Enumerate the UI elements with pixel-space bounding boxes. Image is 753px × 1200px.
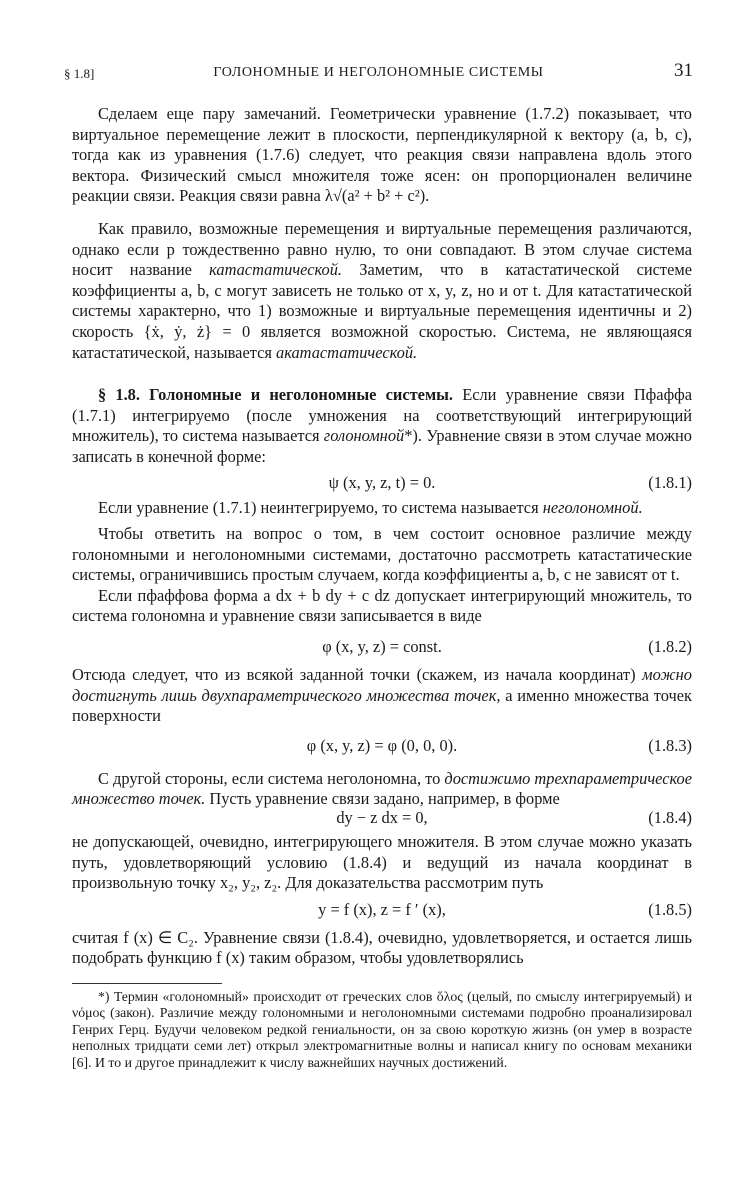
page-body <box>72 104 692 1071</box>
equation-number: (1.8.3) <box>648 735 692 755</box>
paragraph-5: Чтобы ответить на вопрос о том, в чем состоит основное различие между голономными и неголономными системами, достаточно рассмотреть катастатические системы, ограничившись простым случаем, когда коэффициенты a, b, c не зависят от t. <box>72 524 692 585</box>
running-header <box>64 60 693 86</box>
paragraph-9: не допускающей, очевидно, интегрирующего множителя. В этом случае можно указать путь, удовлетворяющий условию (1.8.4) и ведущий из начала координат в произвольную точку x₂, y₂, z₂. Для доказательства рассмотрим путь <box>72 832 692 893</box>
equation-1-8-1 <box>72 468 692 498</box>
equation-formula: y = f (x), z = f ′ (x), <box>318 899 446 919</box>
equation-number: (1.8.2) <box>648 637 692 657</box>
footnote: *) Термин «голономный» происходит от греческих слов ὅλος (целый, по смыслу интегрируемый) и νόμος (закон). Различие между голономными и неголономными системами подробно проанализировал Генрих Герц. Будучи человеком редкой гениальности, он за свою короткую жизнь (он умер в возрасте неполных тридцати семи лет) открыл электромагнитные волны и написал книгу по основам механики [6]. И то и другое принадлежит к числу важнейших научных достижений. <box>72 989 692 1070</box>
section-heading: § 1.8. Голономные и неголономные системы. <box>98 385 454 405</box>
header-title: ГОЛОНОМНЫЕ И НЕГОЛОНОМНЫЕ СИСТЕМЫ <box>213 65 544 80</box>
paragraph-7: Отсюда следует, что из всякой заданной точки (скажем, из начала координат) можно достигнуть лишь двухпараметрического множества точек, а именно множества точек поверхности <box>72 665 692 726</box>
equation-number: (1.8.1) <box>648 472 692 492</box>
equation-number: (1.8.5) <box>648 899 692 919</box>
equation-1-8-3 <box>72 727 692 763</box>
footnote-rule <box>72 983 222 984</box>
equation-formula: φ (x, y, z) = φ (0, 0, 0). <box>306 735 458 755</box>
paragraph-6: Если пфаффова форма a dx + b dy + c dz допускает интегрирующий множитель, то система голономна и уравнение связи записывается в виде <box>72 585 692 626</box>
paragraph-10: считая f (x) ∈ C₂. Уравнение связи (1.8.4), очевидно, удовлетворяется, и остается лишь подобрать функцию f (x) таким образом, чтобы удовлетворялись <box>72 927 692 968</box>
page-number: 31 <box>674 60 693 81</box>
paragraph-4: Если уравнение (1.7.1) неинтегрируемо, то система называется неголономной. <box>98 497 643 517</box>
equation-formula: φ (x, y, z) = const. <box>322 637 442 657</box>
section-1-8-intro: § 1.8. Голономные и неголономные системы. Если уравнение связи Пфаффа (1.7.1) интегрируемо (после умножения на соответствующий интегрирующий множитель), то система называется голономной*). Уравнение связи в этом случае можно записать в конечной форме: <box>72 385 692 466</box>
header-section: § 1.8] <box>64 66 95 81</box>
equation-number: (1.8.4) <box>648 808 692 828</box>
equation-1-8-4 <box>72 806 692 832</box>
equation-formula: ψ (x, y, z, t) = 0. <box>328 472 436 492</box>
equation-1-8-5 <box>72 894 692 928</box>
paragraph-8: С другой стороны, если система неголономна, то достижимо трехпараметрическое множество точек. Пусть уравнение связи задано, например, в форме <box>72 768 692 809</box>
paragraph-1: Сделаем еще пару замечаний. Геометрически уравнение (1.7.2) показывает, что виртуальное перемещение лежит в плоскости, перпендикулярной к вектору (a, b, c), тогда как из уравнения (1.7.6) следует, что реакция связи направлена вдоль этого вектора. Физический смысл множителя тоже ясен: он пропорционален величине реакции связи. Реакция связи равна λ√(a² + b² + c²). <box>72 104 692 206</box>
equation-1-8-2 <box>72 627 692 665</box>
equation-formula: dy − z dx = 0, <box>336 808 428 828</box>
paragraph-2: Как правило, возможные перемещения и виртуальные перемещения различаются, однако если p тождественно равно нулю, то они совпадают. В этом случае система носит название катастатической. Заметим, что в катастатической системе коэффициенты a, b, c могут зависеть не только от x, y, z, но и от t. Для катастатической системы характерно, что 1) возможные и виртуальные перемещения идентичны и 2) скорость {ẋ, ẏ, ż} = 0 является возможной скоростью. Система, не являющаяся катастатической, называется акатастатической. <box>72 218 693 362</box>
